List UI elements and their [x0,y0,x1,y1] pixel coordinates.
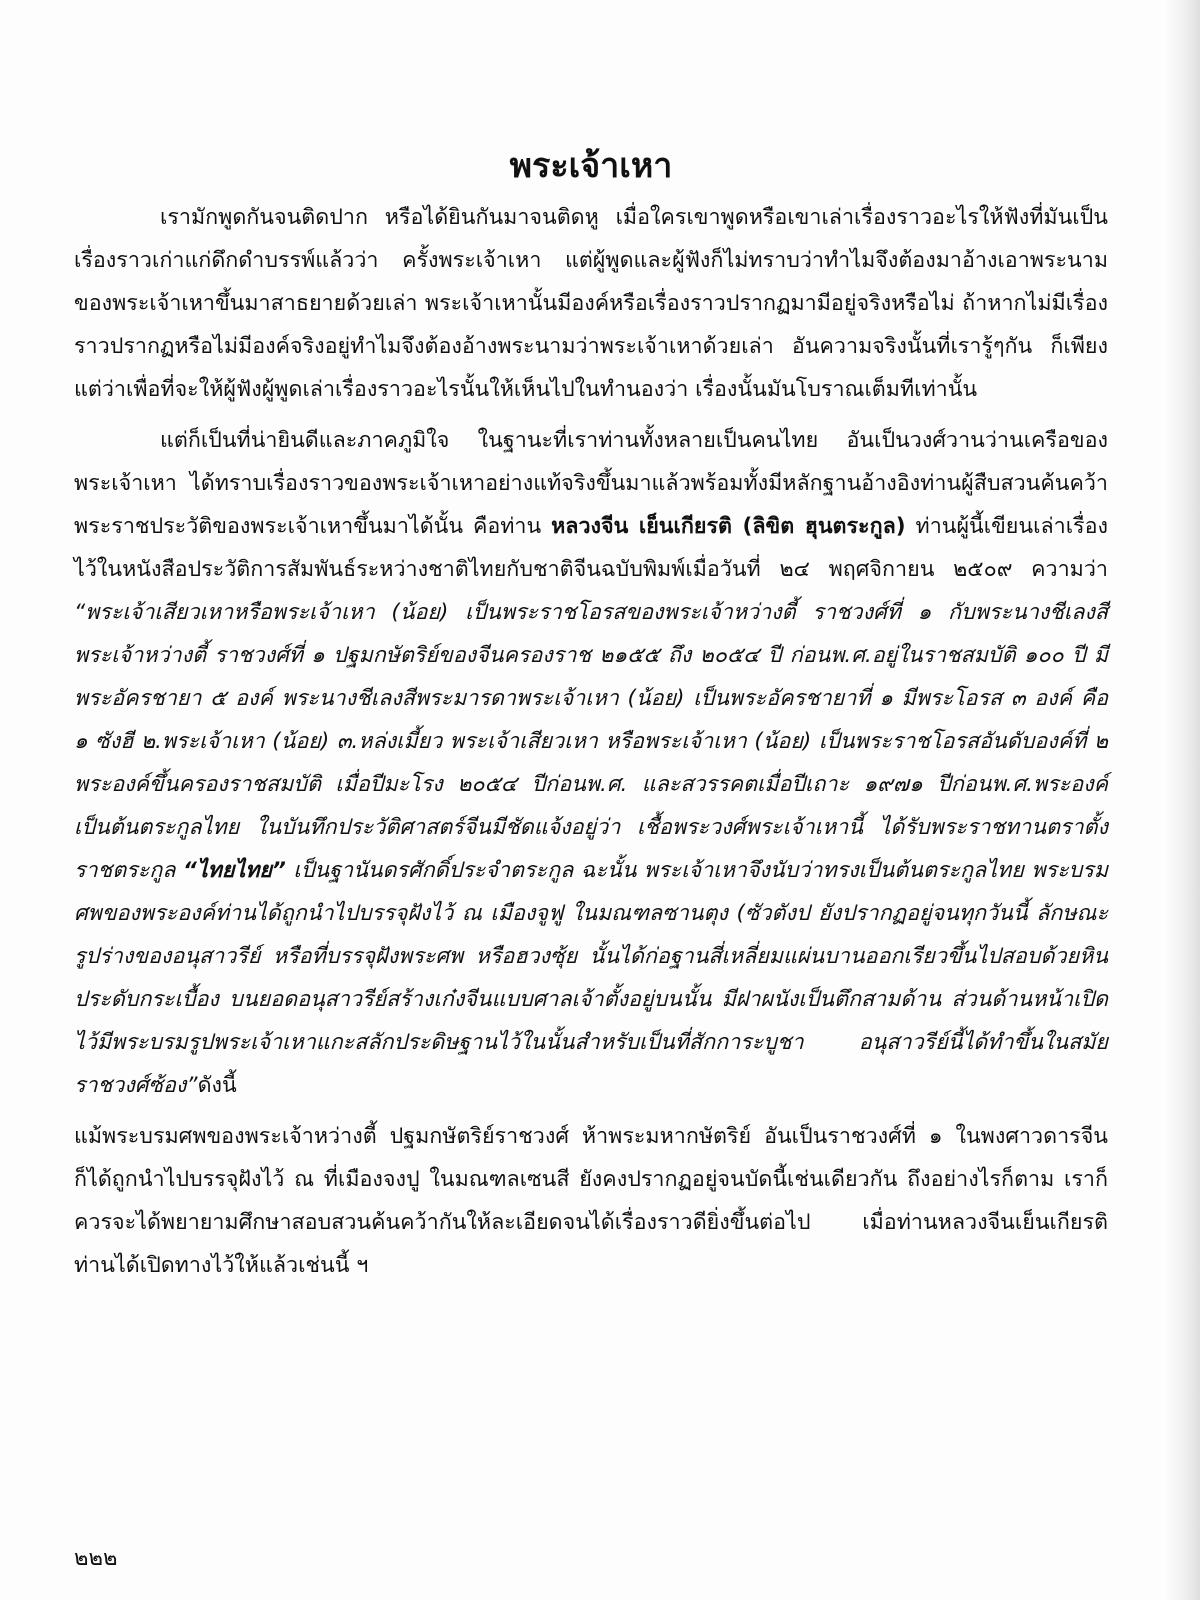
quotation-text-2: เป็นฐานันดรศักดิ์ประจำตระกูล ฉะนั้น พระเจ้าเหาจึงนับว่าทรงเป็นต้นตระกูลไทย พระบรมศพของพระองค์ท่านได้ถูกนำไปบรรจุฝังไว้ ณ เมืองจูฟู ในมณฑลซานตุง (ซัวตังป ยังปรากฏอยู่จนทุกวันนี้ ลักษณะรูปร่างของอนุสาวรีย์ หรือที่บรรจุฝังพระศพ หรือฮวงซุ้ย นั้นได้ก่อฐานสี่เหลี่ยมแผ่นบานออกเรียวขึ้นไปสอบด้วยหินประดับกระเบื้อง บนยอดอนุสาวรีย์สร้างเก๋งจีนแบบศาลเจ้าตั้งอยู่บนนั้น มีฝาผนังเป็นตึกสามด้าน ส่วนด้านหน้าเปิดไว้มีพระบรมรูปพระเจ้าเหาแกะสลักประดิษฐานไว้ในนั้นสำหรับเป็นที่สักการะบูชา อนุสาวรีย์นี้ได้ทำขึ้นในสมัยราชวงศ์ซ้อง” [74,858,1108,1098]
page-title: พระเจ้าเหา [509,146,673,186]
document-body [74,142,1108,1295]
quotation-clan-name: “ไทยไทย” [183,858,286,883]
page-number: ๒๒๒ [74,1546,118,1571]
paragraph-history-text-2: ท่านผู้นี้เขียนเล่าเรื่องไว้ในหนังสือประวัติการสัมพันธ์ระหว่างชาติไทยกับชาติจีนฉบับพิมพ์เมื่อวันที่ ๒๔ พฤศจิกายน ๒๕๐๙ ความว่า [74,514,1109,582]
paragraph-history [74,419,1108,1107]
author-name: หลวงจีน เย็นเกียรติ (ลิขิต ฮุนตระกูล) [551,514,906,539]
paragraph-history-text-1: แต่ก็เป็นที่น่ายินดีและภาคภูมิใจ ในฐานะที่เราท่านทั้งหลายเป็นคนไทย อันเป็นวงศ์วานว่านเครือของพระเจ้าเหา ได้ทราบเรื่องราวของพระเจ้าเหาอย่างแท้จริงขึ้นมาแล้วพร้อมทั้งมีหลักฐานอ้างอิงท่านผู้สืบสวนค้นคว้าพระราชประวัติของพระเจ้าเหาขึ้นมาได้นั้น คือท่าน [74,428,1108,539]
page-edge-shadow [1164,0,1200,1600]
paragraph-intro: เรามักพูดกันจนติดปาก หรือได้ยินกันมาจนติดหู เมื่อใครเขาพูดหรือเขาเล่าเรื่องราวอะไรให้ฟังที่มันเป็นเรื่องราวเก่าแก่ดึกดำบรรพ์แล้วว่า ครั้งพระเจ้าเหา แต่ผู้พูดและผู้ฟังก็ไม่ทราบว่าทำไมจึงต้องมาอ้างเอาพระนามของพระเจ้าเหาขึ้นมาสาธยายด้วยเล่า พระเจ้าเหานั้นมีองค์หรือเรื่องราวปรากฏมามีอยู่จริงหรือไม่ ถ้าหากไม่มีเรื่องราวปรากฏหรือไม่มีองค์จริงอยู่ทำไมจึงต้องอ้างพระนามว่าพระเจ้าเหาด้วยเล่า อันความจริงนั้นที่เรารู้ๆกัน ก็เพียงแต่ว่าเพื่อที่จะให้ผู้ฟังผู้พูดเล่าเรื่องราวอะไรนั้นให้เห็นไปในทำนองว่า เรื่องนั้นมันโบราณเต็มทีเท่านั้น [74,205,1108,402]
quotation-text-1: “พระเจ้าเสียวเหาหรือพระเจ้าเหา (น้อย) เป็นพระราชโอรสของพระเจ้าหว่างตี้ ราชวงศ์ที่ ๑ กับพระนางชีเลงสี พระเจ้าหว่างตี้ ราชวงศ์ที่ ๑ ปฐมกษัตริย์ของจีนครองราช ๒๑๕๕ ถึง ๒๐๕๔ ปี ก่อนพ.ศ.อยู่ในราชสมบัติ ๑๐๐ ปี มีพระอัครชายา ๕ องค์ พระนางชีเลงสีพระมารดาพระเจ้าเหา (น้อย) เป็นพระอัครชายาที่ ๑ มีพระโอรส ๓ องค์ คือ ๑ ซังฮี ๒.พระเจ้าเหา (น้อย) ๓.หล่งเมี้ยว พระเจ้าเสียวเหา หรือพระเจ้าเหา (น้อย) เป็นพระราชโอรสอันดับองค์ที่ ๒ พระองค์ขึ้นครองราชสมบัติ เมื่อปีมะโรง ๒๐๕๔ ปีก่อนพ.ศ. และสวรรคตเมื่อปีเถาะ ๑๙๗๑ ปีก่อนพ.ศ.พระองค์เป็นต้นตระกูลไทย ในบันทึกประวัติศาสตร์จีนมีชัดแจ้งอยู่ว่า เชื้อพระวงศ์พระเจ้าเหานี้ ได้รับพระราชทานตราตั้งราชตระกูล [74,600,1108,883]
paragraph-conclusion: แม้พระบรมศพของพระเจ้าหว่างตี้ ปฐมกษัตริย์ราชวงศ์ ห้าพระมหากษัตริย์ อันเป็นราชวงศ์ที่ ๑ ในพงศาวดารจีน ก็ได้ถูกนำไปบรรจุฝังไว้ ณ ที่เมืองจงปู ในมณฑลเซนสี ยังคงปรากฏอยู่จนบัดนี้เช่นเดียวกัน ถึงอย่างไรก็ตาม เราก็ควรจะได้พยายามศึกษาสอบสวนค้นคว้ากันให้ละเอียดจนได้เรื่องราวดียิ่งขึ้นต่อไป เมื่อท่านหลวงจีนเย็นเกียรติ ท่านได้เปิดทางไว้ให้แล้วเช่นนี้ ฯ [74,1124,1108,1278]
paragraph-history-text-3: ดังนี้ [197,1073,237,1098]
